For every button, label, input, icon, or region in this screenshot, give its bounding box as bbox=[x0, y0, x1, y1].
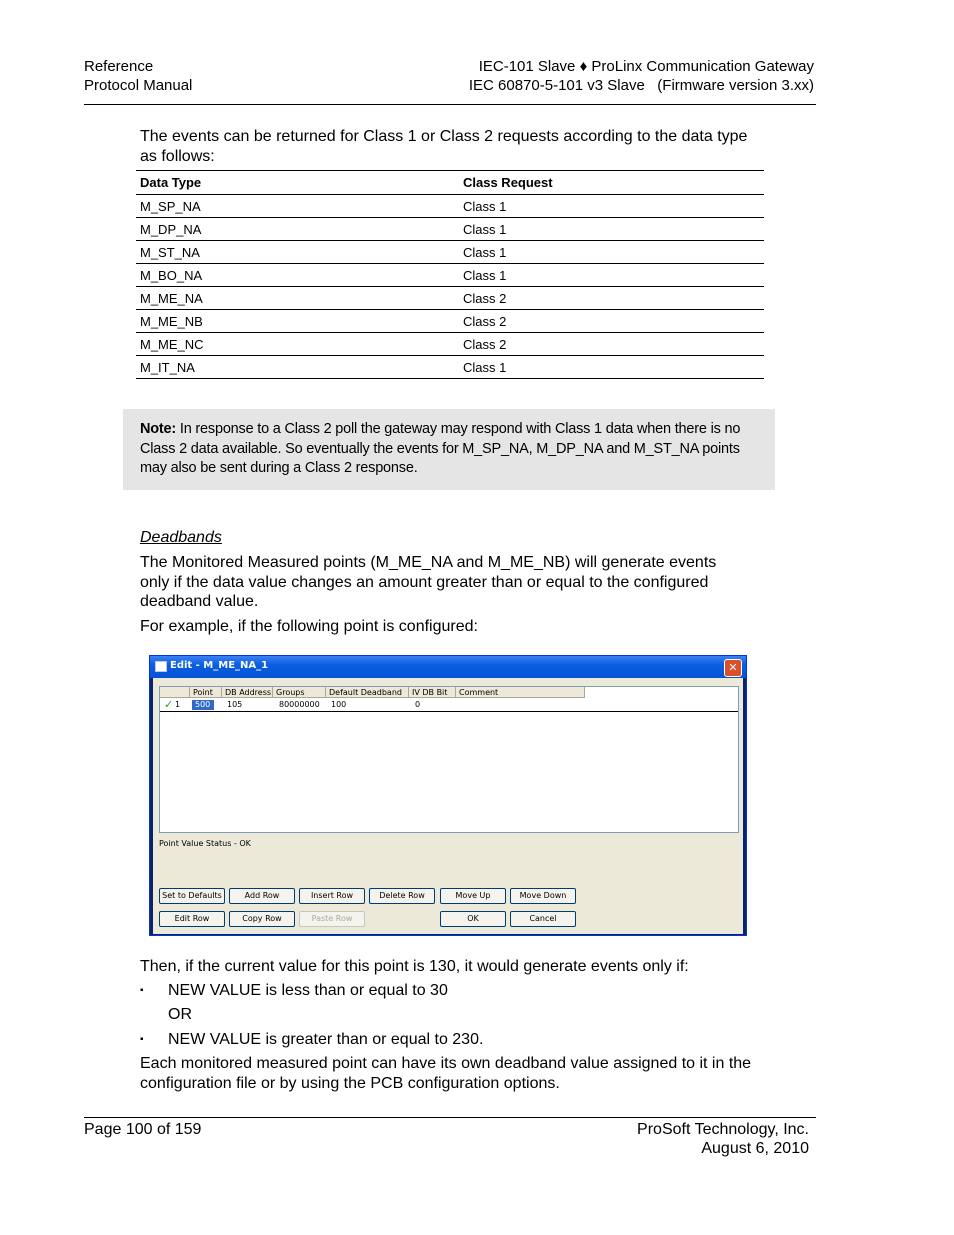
cell-data-type: M_ME_NA bbox=[136, 287, 459, 310]
cell-deadband[interactable]: 100 bbox=[331, 700, 347, 709]
move-down-button[interactable]: Move Down bbox=[510, 888, 576, 904]
cell-data-type: M_BO_NA bbox=[136, 264, 459, 287]
col-class-request: Class Request bbox=[459, 171, 764, 195]
bullet-icon: ▪ bbox=[140, 1034, 144, 1045]
col-db-address[interactable]: DB Address bbox=[222, 687, 273, 698]
move-up-button[interactable]: Move Up bbox=[440, 888, 506, 904]
table-row bbox=[136, 356, 764, 379]
table-row bbox=[136, 218, 764, 241]
cell-class: Class 2 bbox=[459, 310, 764, 333]
col-comment[interactable]: Comment bbox=[456, 687, 585, 698]
header-protocol-manual: Protocol Manual bbox=[84, 77, 193, 94]
paste-row-button: Paste Row bbox=[299, 911, 365, 927]
bullet-1: NEW VALUE is less than or equal to 30 bbox=[168, 982, 448, 999]
table-row bbox=[136, 333, 764, 356]
footer-company: ProSoft Technology, Inc. bbox=[637, 1121, 809, 1138]
insert-row-button[interactable]: Insert Row bbox=[299, 888, 365, 904]
point-value-status: Point Value Status - OK bbox=[159, 839, 251, 848]
cell-class: Class 1 bbox=[459, 195, 764, 218]
then-text: Then, if the current value for this point is 130, it would generate events only if: bbox=[140, 958, 689, 975]
grid-corner-header bbox=[160, 687, 190, 698]
dialog-body bbox=[153, 678, 743, 934]
cell-data-type: M_ME_NC bbox=[136, 333, 459, 356]
col-iv-db-bit[interactable]: IV DB Bit bbox=[409, 687, 456, 698]
cell-class: Class 2 bbox=[459, 287, 764, 310]
cell-data-type: M_IT_NA bbox=[136, 356, 459, 379]
col-groups[interactable]: Groups bbox=[273, 687, 326, 698]
data-type-table bbox=[136, 170, 764, 379]
check-icon: ✓ bbox=[164, 698, 174, 711]
note-box bbox=[123, 409, 775, 490]
add-row-button[interactable]: Add Row bbox=[229, 888, 295, 904]
edit-dialog bbox=[149, 655, 747, 936]
cell-class: Class 1 bbox=[459, 264, 764, 287]
cell-data-type: M_DP_NA bbox=[136, 218, 459, 241]
table-row bbox=[136, 195, 764, 218]
deadbands-heading: Deadbands bbox=[140, 529, 222, 546]
table-row bbox=[136, 310, 764, 333]
table-row bbox=[136, 264, 764, 287]
cell-groups[interactable]: 80000000 bbox=[279, 700, 320, 709]
cell-data-type: M_SP_NA bbox=[136, 195, 459, 218]
cell-class: Class 2 bbox=[459, 333, 764, 356]
close-icon[interactable]: ✕ bbox=[724, 659, 742, 677]
copy-row-button[interactable]: Copy Row bbox=[229, 911, 295, 927]
header-rule bbox=[84, 104, 816, 105]
dialog-title: Edit - M_ME_NA_1 bbox=[170, 660, 269, 671]
cell-iv-db-bit[interactable]: 0 bbox=[415, 700, 421, 709]
closing-text: Each monitored measured point can have its own deadband value assigned to it in the configuration file or by using the PCB configuration options. bbox=[140, 1055, 752, 1092]
point-grid[interactable] bbox=[159, 686, 739, 833]
note-body: In response to a Class 2 poll the gateway may respond with Class 1 data when there is no Class 2 data available. So eventually the events for M_SP_NA, M_DP_NA and M_ST_NA points may also be sent during a Class 2 response. bbox=[140, 421, 741, 476]
cell-class: Class 1 bbox=[459, 241, 764, 264]
bullet-2: NEW VALUE is greater than or equal to 230. bbox=[168, 1031, 484, 1048]
col-default-deadband[interactable]: Default Deadband bbox=[326, 687, 409, 698]
row-index: 1 bbox=[175, 700, 181, 709]
cell-comment[interactable] bbox=[458, 700, 461, 710]
bullet-or: OR bbox=[168, 1006, 192, 1023]
window-icon bbox=[155, 661, 167, 672]
cell-data-type: M_ST_NA bbox=[136, 241, 459, 264]
bullet-icon: ▪ bbox=[140, 985, 144, 996]
col-point[interactable]: Point bbox=[190, 687, 222, 698]
ok-button[interactable]: OK bbox=[440, 911, 506, 927]
table-header-row bbox=[136, 171, 764, 195]
cell-db-address[interactable]: 105 bbox=[227, 700, 243, 709]
table-row bbox=[136, 241, 764, 264]
footer-date: August 6, 2010 bbox=[701, 1140, 809, 1157]
col-data-type: Data Type bbox=[136, 171, 459, 195]
cell-class: Class 1 bbox=[459, 356, 764, 379]
row-divider bbox=[160, 711, 738, 712]
page-number: Page 100 of 159 bbox=[84, 1121, 202, 1138]
delete-row-button[interactable]: Delete Row bbox=[369, 888, 435, 904]
header-reference: Reference bbox=[84, 58, 154, 75]
note-label: Note: bbox=[140, 421, 177, 437]
header-firmware: IEC 60870-5-101 v3 Slave (Firmware version 3.xx) bbox=[468, 77, 814, 94]
dialog-titlebar[interactable] bbox=[150, 656, 746, 678]
note-text bbox=[140, 420, 760, 479]
header-product: IEC-101 Slave ♦ ProLinx Communication Gateway bbox=[478, 58, 814, 75]
deadbands-para1: The Monitored Measured points (M_ME_NA and M_ME_NB) will generate events only if the data value changes an amount greater than or equal to the configured deadband value. bbox=[140, 554, 717, 610]
deadbands-para2: For example, if the following point is configured: bbox=[140, 618, 478, 635]
intro-text: The events can be returned for Class 1 or Class 2 requests according to the data type as follows: bbox=[140, 128, 748, 165]
cancel-button[interactable]: Cancel bbox=[510, 911, 576, 927]
cell-data-type: M_ME_NB bbox=[136, 310, 459, 333]
table-row bbox=[136, 287, 764, 310]
edit-row-button[interactable]: Edit Row bbox=[159, 911, 225, 927]
cell-point[interactable]: 500 bbox=[192, 700, 214, 710]
set-defaults-button[interactable]: Set to Defaults bbox=[159, 888, 225, 904]
footer-rule bbox=[84, 1117, 816, 1118]
cell-class: Class 1 bbox=[459, 218, 764, 241]
